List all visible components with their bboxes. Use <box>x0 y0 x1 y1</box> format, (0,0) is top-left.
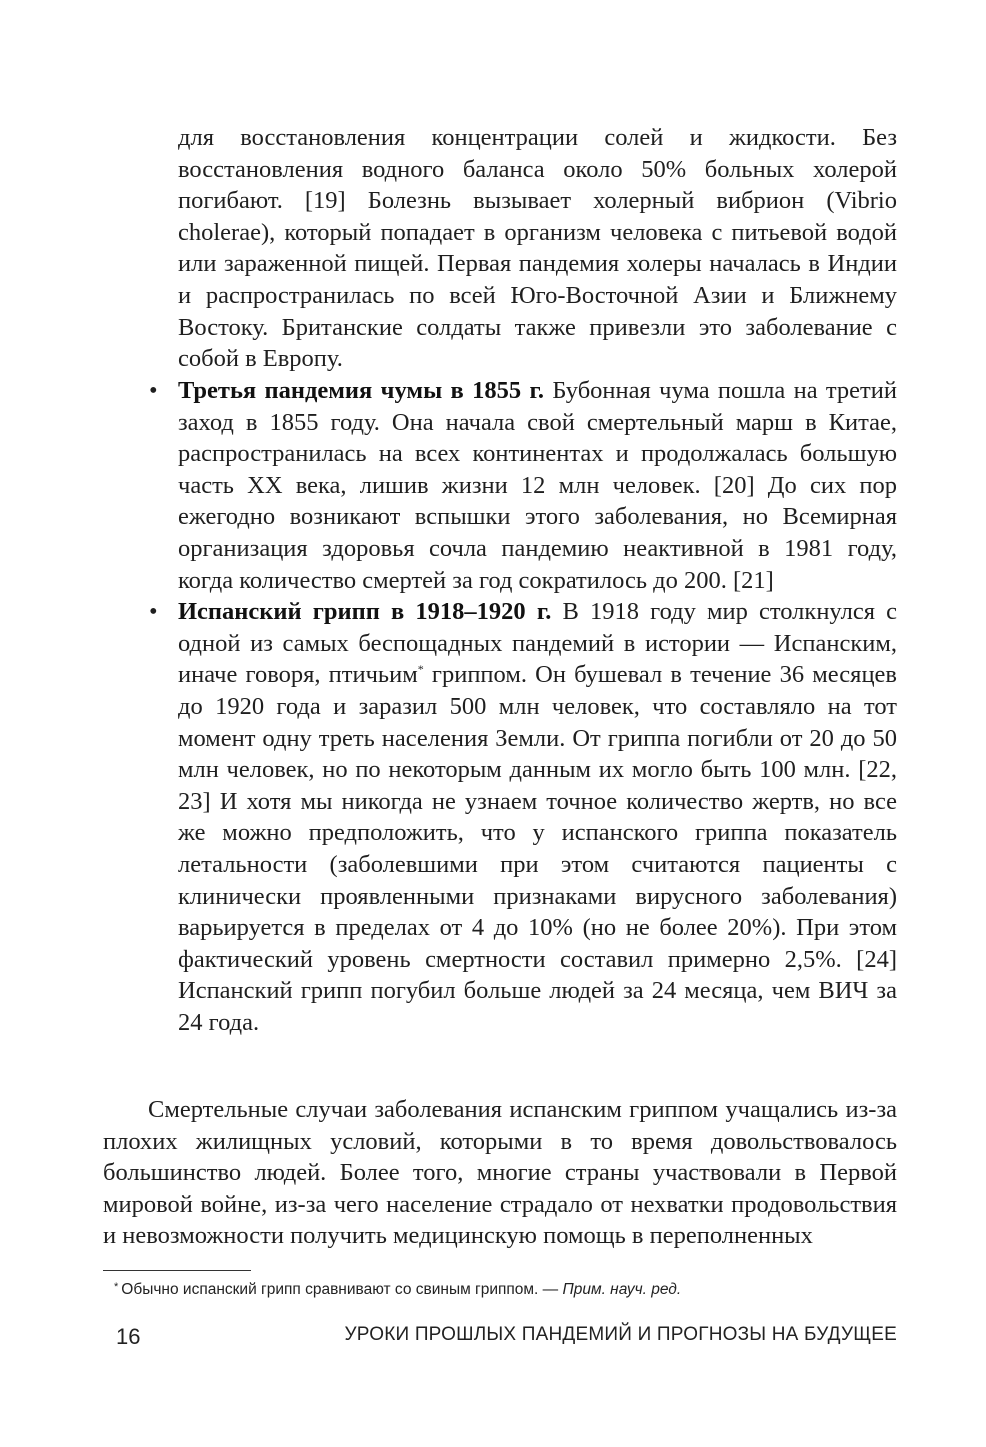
footnote-divider <box>103 1270 251 1271</box>
footnote-attribution: Прим. науч. ред. <box>562 1281 682 1298</box>
list-item-heading: Испанский грипп в 1918–1920 г. <box>178 598 552 626</box>
list-item-plague-1855 <box>149 375 897 596</box>
footnote <box>114 1281 681 1299</box>
page-number: 16 <box>116 1324 141 1349</box>
bullet-icon: • <box>149 598 158 626</box>
footnote-marker: * <box>114 1281 119 1293</box>
running-footer: УРОКИ ПРОШЛЫХ ПАНДЕМИЙ И ПРОГНОЗЫ НА БУДУЩЕЕ <box>344 1324 897 1345</box>
list-item-heading: Третья пандемия чумы в 1855 г. <box>178 377 544 404</box>
body-paragraph: Смертельные случаи заболевания испанским гриппом учащались из-за плохих жилищных условий, которыми в то время довольствовалось большинство людей. Более того, многие страны участвовали в Первой мировой войне, из-за чего население страдало от нехватки продовольствия и невозможности получить медицинскую помощь в переполненных <box>103 1096 897 1250</box>
footnote-reference: * <box>417 662 424 677</box>
pandemic-list <box>149 375 897 1038</box>
list-item-text: Бубонная чума пошла на третий заход в 1855 году. Она начала свой смертельный марш в Китае, распространилась на всех континентах и продолжалась большую часть XX века, лишив жизни 12 млн человек. [20] До сих пор ежегодно возникают вспышки этого заболевания, но Всемирная организация здоровья сочла пандемию неактивной в 1981 году, когда количество смертей за год сократилось до 200. [21] <box>178 377 897 594</box>
list-item-spanish-flu <box>149 596 897 1038</box>
bullet-icon: • <box>149 377 158 404</box>
list-item-text-continued: гриппом. Он бушевал в течение 36 месяцев до 1920 года и заразил 500 млн человек, что составляло на тот момент одну треть населения Земли. От гриппа погибли от 20 до 50 млн человек, но по некоторым данным их могло быть 100 млн. [22, 23] И хотя мы никогда не узнаем точное количество жертв, но все же можно предположить, что у испанского гриппа показатель летальности (заболевшими при этом считаются пациенты с клинически проявленными признаками вирусного заболевания) варьируется в пределах от 4 до 10% (но не более 20%). При этом фактический уровень смертности составил примерно 2,5%. [24] Испанский грипп погубил больше людей за 24 месяца, чем ВИЧ за 24 года. <box>178 661 897 1036</box>
list-item-text: В 1918 году мир столкнулся с одной из самых беспощадных пандемий в истории — Испанским, иначе говоря, птичьим <box>178 598 897 689</box>
continuation-paragraph: для восстановления концентрации солей и жидкости. Без восстановления водного баланса около 50% больных холерой погибают. [19] Болезнь вызывает холерный вибрион (Vibrio cholerae), который попадает в организм человека с питьевой водой или зараженной пищей. Первая пандемия холеры началась в Индии и распространилась по всей Юго-Восточной Азии и Ближнему Востоку. Британские солдаты также привезли это заболевание с собой в Европу. <box>178 124 897 373</box>
footnote-text: Обычно испанский грипп сравнивают со свиным гриппом. — <box>121 1281 563 1298</box>
